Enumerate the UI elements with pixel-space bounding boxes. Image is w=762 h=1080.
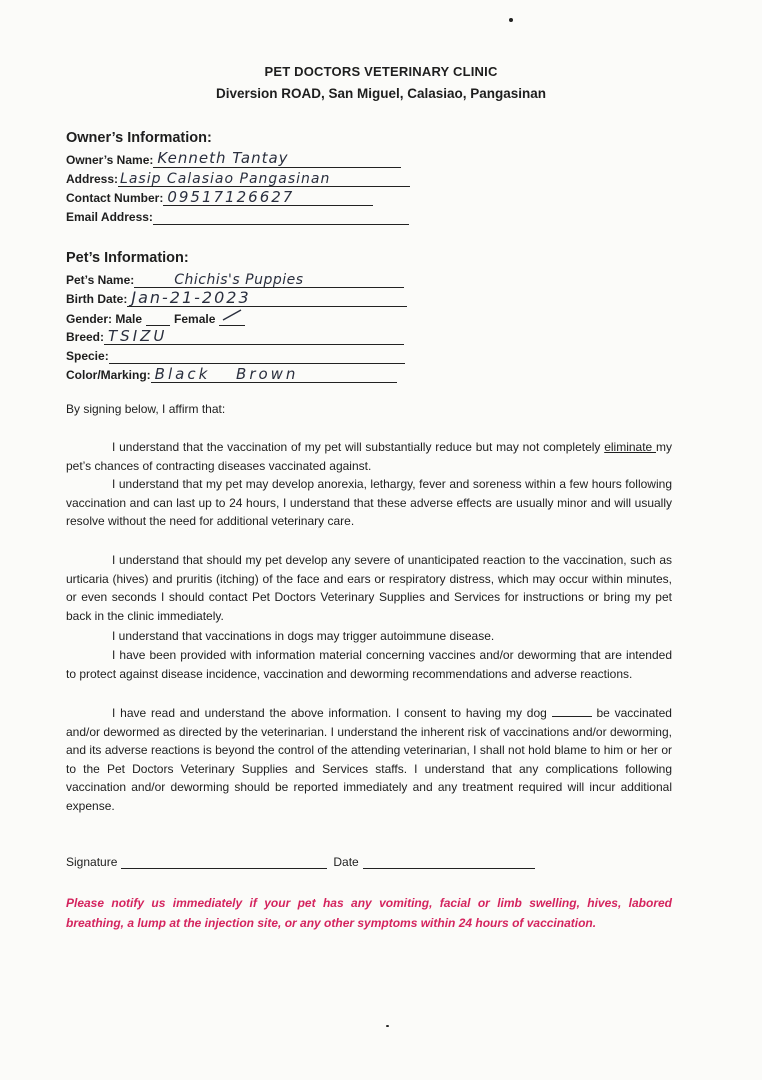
clause-information-material (66, 646, 672, 683)
email-label: Email Address: (66, 210, 153, 224)
owner-name-input[interactable] (153, 150, 401, 168)
email-input[interactable] (153, 207, 409, 225)
clause-1-underlined: eliminate (604, 440, 657, 454)
clinic-name: PET DOCTORS VETERINARY CLINIC (264, 64, 498, 79)
pet-name-input[interactable] (134, 270, 404, 288)
clause-vaccination-effect (66, 438, 672, 475)
clause-side-effects (66, 475, 672, 531)
scan-speck (509, 18, 513, 22)
dog-name-blank[interactable] (552, 705, 592, 717)
contact-number-input[interactable] (163, 188, 373, 206)
owner-name-field (66, 150, 401, 168)
clause-6-text-b: be vaccinated and/or dewormed as directed by the veterinarian. I understand the inherent risk of vaccinations and/or deworming, and its adverse reactions is beyond the control of the attending veterinarian, I shall not hold blame to him or her or to the Pet Doctors Veterinary Supplies and Services staffs. I understand that any complications following vaccination and/or deworming should be reported immediately and any treatment required will incur additional expense. (66, 706, 672, 813)
signature-input[interactable] (121, 856, 327, 869)
check-mark-icon (221, 309, 243, 321)
owner-name-label: Owner’s Name: (66, 153, 154, 167)
contact-number-label: Contact Number: (66, 191, 164, 205)
breed-value: TSIZU (108, 327, 168, 345)
male-checkbox[interactable] (146, 311, 170, 326)
clinic-address: Diversion ROAD, San Miguel, Calasiao, Pangasinan (215, 86, 547, 101)
contact-number-value: 09517126627 (167, 188, 295, 206)
address-label: Address: (66, 172, 119, 186)
gender-female-label: Female (174, 312, 216, 326)
pet-name-field (66, 270, 404, 288)
affirm-intro: By signing below, I affirm that: (66, 402, 226, 416)
birth-date-input[interactable] (127, 289, 407, 307)
clause-3-text: I understand that should my pet develop any severe of unanticipated reaction to the vaccination, such as urticaria (hives) and pruritis (itching) of the face and ears or respiratory distress, which may occur within minutes, or even seconds I should contact Pet Doctors Veterinary Supplies and Services for instructions or bring my pet back in the clinic immediately. (66, 553, 672, 623)
date-input[interactable] (363, 856, 535, 869)
birth-date-field (66, 289, 407, 307)
gender-male-label: Gender: Male (66, 312, 143, 326)
female-checkbox[interactable] (219, 311, 245, 326)
birth-date-value: Jan-21-2023 (131, 288, 251, 307)
specie-input[interactable] (109, 346, 405, 364)
signature-label: Signature (66, 855, 118, 869)
owner-name-value: Kenneth Tantay (157, 149, 289, 167)
contact-number-field (66, 188, 373, 206)
color-marking-label: Color/Marking: (66, 368, 151, 382)
breed-field (66, 327, 404, 345)
gender-field (66, 308, 245, 326)
clause-2-text: I understand that my pet may develop anorexia, lethargy, fever and soreness within a few hours following vaccination and can last up to 24 hours, I understand that these adverse effects are usually minor and will usually resolve without the need for additional veterinary care. (66, 477, 672, 529)
color-marking-field (66, 365, 397, 383)
scan-speck (386, 1025, 389, 1027)
breed-input[interactable] (104, 327, 404, 345)
pet-name-value: Chichis's Puppies (174, 272, 304, 288)
clause-1-text-b: my pet’s chances of contracting diseases vaccinated against. (66, 440, 673, 473)
signature-row (66, 855, 535, 869)
specie-label: Specie: (66, 349, 109, 363)
clause-5-text: I have been provided with information material concerning vaccines and/or deworming that are intended to protect against disease incidence, vaccination and deworming recommendations and adverse reactions. (66, 648, 672, 681)
clause-severe-reaction (66, 551, 672, 625)
color-marking-value: Black Brown (154, 365, 299, 383)
pet-name-label: Pet’s Name: (66, 273, 135, 287)
clause-autoimmune (66, 627, 672, 646)
address-input[interactable] (118, 169, 410, 187)
date-label: Date (333, 855, 359, 869)
post-vaccination-notice: Please notify us immediately if your pet has any vomiting, facial or limb swelling, hives, labored breathing, a lump at the injection site, or any other symptoms within 24 hours of vaccination. (66, 896, 672, 930)
clause-consent (66, 704, 672, 816)
address-value: Lasip Calasiao Pangasinan (120, 171, 331, 187)
owner-section-title: Owner’s Information: (66, 130, 212, 146)
breed-label: Breed: (66, 330, 105, 344)
clause-6-text-a: I have read and understand the above information. I consent to having my dog (112, 706, 552, 720)
clause-1-text-a: I understand that the vaccination of my pet will substantially reduce but may not completely (112, 440, 605, 454)
pet-section-title: Pet’s Information: (66, 250, 189, 266)
specie-field (66, 346, 405, 364)
clause-4-text: I understand that vaccinations in dogs may trigger autoimmune disease. (112, 629, 495, 643)
email-field (66, 207, 409, 225)
address-field (66, 169, 410, 187)
color-marking-input[interactable] (151, 365, 397, 383)
birth-date-label: Birth Date: (66, 292, 128, 306)
